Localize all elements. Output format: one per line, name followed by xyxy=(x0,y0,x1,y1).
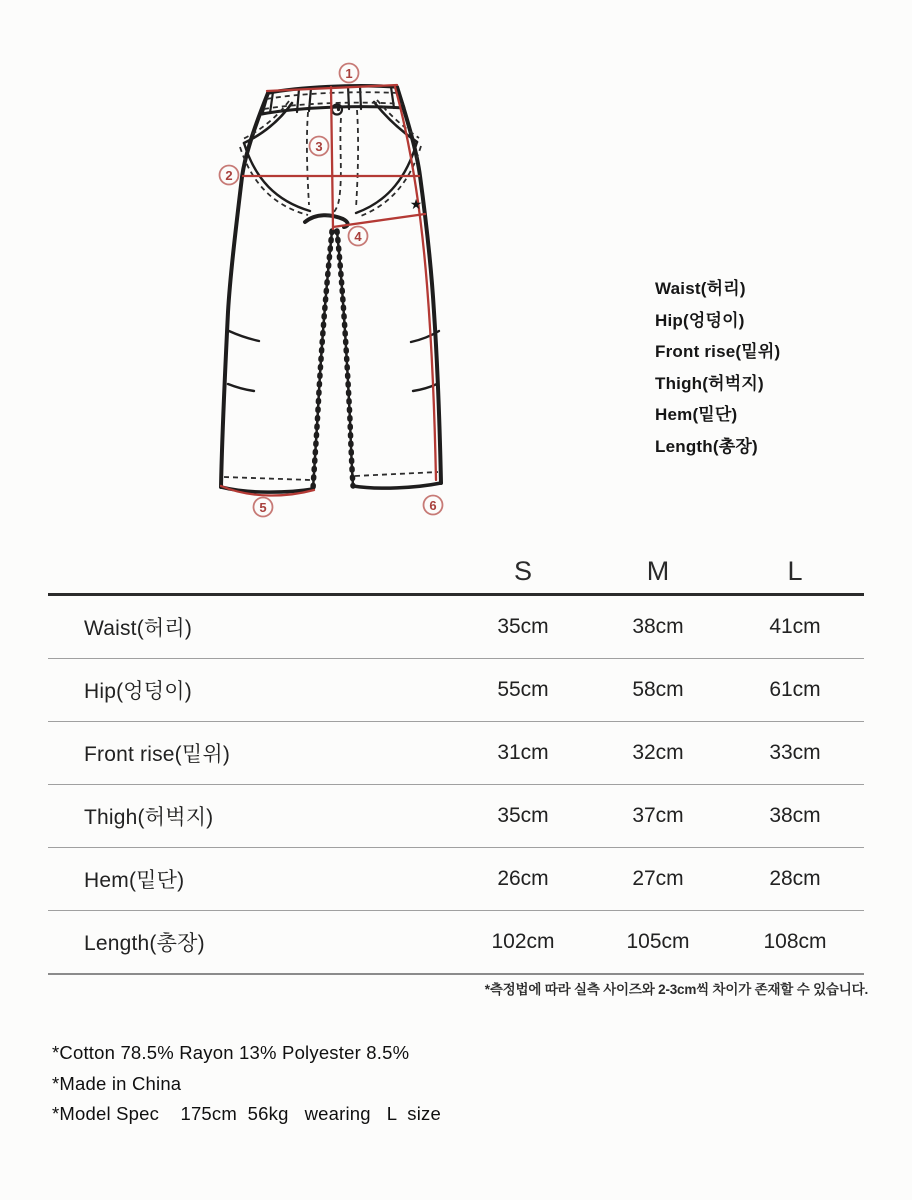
legend-item-hip: Hip(엉덩이) xyxy=(655,310,745,330)
star-icon: ★ xyxy=(409,196,423,212)
cell-value: 105cm xyxy=(626,930,690,953)
measurement-disclaimer: *측정법에 따라 실측 사이즈와 2-3cm씩 차이가 존재할 수 있습니다. xyxy=(484,982,868,997)
row-label: Thigh(허벅지) xyxy=(84,806,214,829)
row-label: Front rise(밑위) xyxy=(84,743,231,766)
table-row-waist xyxy=(48,596,864,659)
callout-6-num: 6 xyxy=(429,498,437,513)
callout-1 xyxy=(340,64,359,83)
cell-value: 61cm xyxy=(769,678,821,701)
callout-4-num: 4 xyxy=(354,229,362,244)
cell-value: 31cm xyxy=(497,741,549,764)
column-header-m: M xyxy=(646,556,670,586)
cell-value: 35cm xyxy=(497,804,549,827)
size-table-header xyxy=(48,550,864,596)
legend-item-hem: Hem(밑단) xyxy=(655,405,738,425)
origin-note: *Made in China xyxy=(52,1072,182,1094)
cell-value: 38cm xyxy=(769,804,821,827)
table-row-front-rise xyxy=(48,722,864,785)
legend-item-front-rise: Front rise(밑위) xyxy=(655,342,781,362)
cell-value: 102cm xyxy=(491,930,555,953)
model-spec-note: *Model Spec 175cm 56kg wearing L size xyxy=(52,1103,441,1124)
cell-value: 33cm xyxy=(769,741,821,764)
cell-value: 41cm xyxy=(769,615,821,638)
cell-value: 108cm xyxy=(763,930,827,953)
callout-2-num: 2 xyxy=(225,168,233,183)
table-row-thigh xyxy=(48,785,864,848)
callout-3-num: 3 xyxy=(315,139,323,154)
row-label: Hip(엉덩이) xyxy=(84,680,192,703)
legend-item-waist: Waist(허리) xyxy=(655,279,746,299)
column-header-s: S xyxy=(513,556,532,586)
pants-diagram-svg xyxy=(170,55,500,525)
cell-value: 58cm xyxy=(632,678,684,701)
cell-value: 28cm xyxy=(769,867,821,890)
row-label: Length(총장) xyxy=(84,932,205,955)
cell-value: 35cm xyxy=(497,615,549,638)
table-row-length xyxy=(48,911,864,975)
legend-item-length: Length(총장) xyxy=(655,436,758,456)
table-row-hip xyxy=(48,659,864,722)
fabric-note: *Cotton 78.5% Rayon 13% Polyester 8.5% xyxy=(52,1042,410,1063)
cell-value: 32cm xyxy=(632,741,684,764)
cell-value: 55cm xyxy=(497,678,549,701)
cell-value: 26cm xyxy=(497,867,549,890)
callout-5-num: 5 xyxy=(259,500,267,515)
callout-4 xyxy=(349,227,368,246)
cell-value: 27cm xyxy=(632,867,684,890)
callout-6 xyxy=(424,496,443,515)
callout-1-num: 1 xyxy=(345,66,353,81)
legend-item-thigh: Thigh(허벅지) xyxy=(655,373,764,393)
callout-3 xyxy=(310,137,329,156)
row-label: Hem(밑단) xyxy=(84,869,185,892)
cell-value: 38cm xyxy=(632,615,684,638)
table-row-hem xyxy=(48,848,864,911)
column-header-l: L xyxy=(787,556,803,586)
callout-5 xyxy=(254,498,273,517)
size-table xyxy=(48,550,864,975)
cell-value: 37cm xyxy=(632,804,684,827)
pants-measurement-diagram xyxy=(170,55,500,525)
product-notes xyxy=(52,1038,441,1130)
callout-2 xyxy=(220,166,239,185)
row-label: Waist(허리) xyxy=(84,617,193,640)
measurement-legend xyxy=(655,271,780,460)
